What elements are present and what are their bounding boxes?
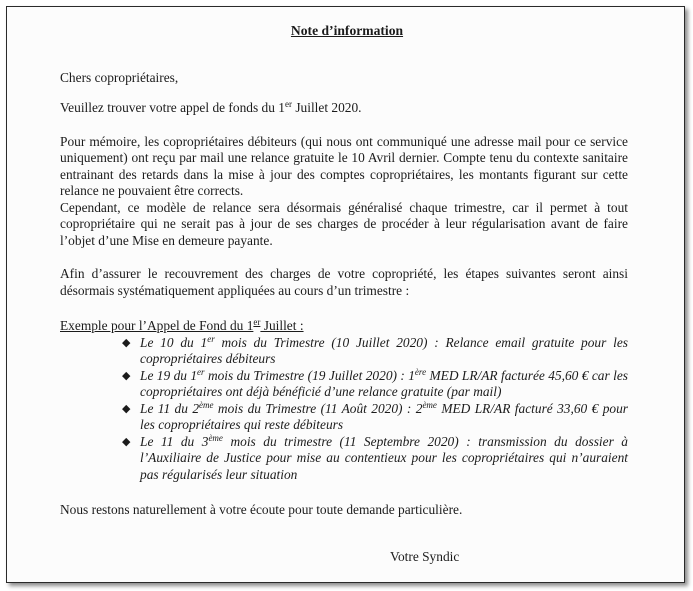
step-text-a: Le 10 du 1: [140, 334, 208, 350]
diamond-bullet-icon: ◆: [122, 336, 131, 349]
step-superscript-b: ère: [414, 366, 427, 377]
closing-line: Nous restons naturellement à votre écoute pour toute demande particulière.: [60, 502, 463, 517]
example-title-before: Exemple pour l’Appel de Fond du 1: [60, 318, 254, 333]
document-content: [60, 23, 628, 565]
step-text-b: mois du Trimestre (10 Juillet 2020) : Relance email gratuite pour les copropriétaires débiteurs: [140, 334, 628, 366]
document-frame: [6, 6, 685, 583]
intro-superscript: er: [284, 99, 292, 109]
step-text-b: mois du trimestre (11 Septembre 2020) : transmission du dossier à l’Auxiliaire de Justice pour mise au contentieux pour les copropriétaires qui n’auraient pas régularisés leur situation: [140, 433, 628, 482]
paragraph-memo: Pour mémoire, les copropriétaires débiteurs (qui nous ont communiqué une adresse mail pour ce service uniquement) ont reçu par mail une relance gratuite le 10 Avril dernier. Compte tenu du contexte sanitaire entrainant des retards dans la mise à jour des comptes copropriétaires, les montants figurant sur cette relance ne pouvaient être corrects.: [60, 133, 628, 198]
diamond-bullet-icon: ◆: [122, 402, 131, 415]
list-item: [122, 335, 628, 368]
signature: Votre Syndic: [390, 548, 460, 564]
step-text-a: Le 19 du 1: [140, 367, 198, 383]
list-item: [122, 401, 628, 434]
step-text-c: MED LR/AR facturé 33,60 € pour les copropriétaires qui reste débiteurs: [140, 400, 628, 432]
greeting: Chers copropriétaires,: [60, 69, 179, 85]
step-superscript-a: er: [197, 366, 205, 377]
step-text-b: mois du Trimestre (19 Juillet 2020) : 1: [204, 367, 415, 383]
diamond-bullet-icon: ◆: [122, 369, 131, 382]
steps-list: [60, 335, 628, 484]
step-text-a: Le 11 du 3: [140, 433, 209, 449]
intro-text-after: Juillet 2020.: [291, 100, 362, 115]
list-item: [122, 368, 628, 401]
example-title-after: Juillet :: [260, 318, 304, 333]
document-title: Note d’information: [290, 23, 404, 38]
step-superscript-a: ème: [199, 399, 214, 410]
step-text-a: Le 11 du 2: [140, 400, 200, 416]
step-superscript-a: ème: [208, 432, 223, 443]
paragraph-steps-intro: Afin d’assurer le recouvrement des charges de votre copropriété, les étapes suivantes seront ainsi désormais systématiquement appliquées au cours d’un trimestre :: [60, 266, 628, 298]
step-superscript-a: er: [207, 333, 215, 344]
step-text-c: MED LR/AR facturée 45,60 € car les copropriétaires ont déjà bénéficié d’une relance gratuite (par mail): [140, 367, 628, 399]
example-title: [60, 318, 628, 335]
list-item: [122, 434, 628, 484]
intro-text-before: Veuillez trouver votre appel de fonds du 1: [60, 100, 285, 115]
paragraph-however: Cependant, ce modèle de relance sera désormais généralisé chaque trimestre, car il permet à tout copropriétaire qui ne serait pas à jour de ses charges de procéder à leur régularisation avant de faire l’objet d’une Mise en demeure payante.: [60, 199, 628, 248]
step-text-b: mois du Trimestre (11 Août 2020) : 2: [213, 400, 423, 416]
intro-line: [60, 100, 628, 117]
diamond-bullet-icon: ◆: [122, 435, 131, 448]
example-title-superscript: er: [253, 317, 261, 327]
step-superscript-b: ème: [422, 399, 437, 410]
